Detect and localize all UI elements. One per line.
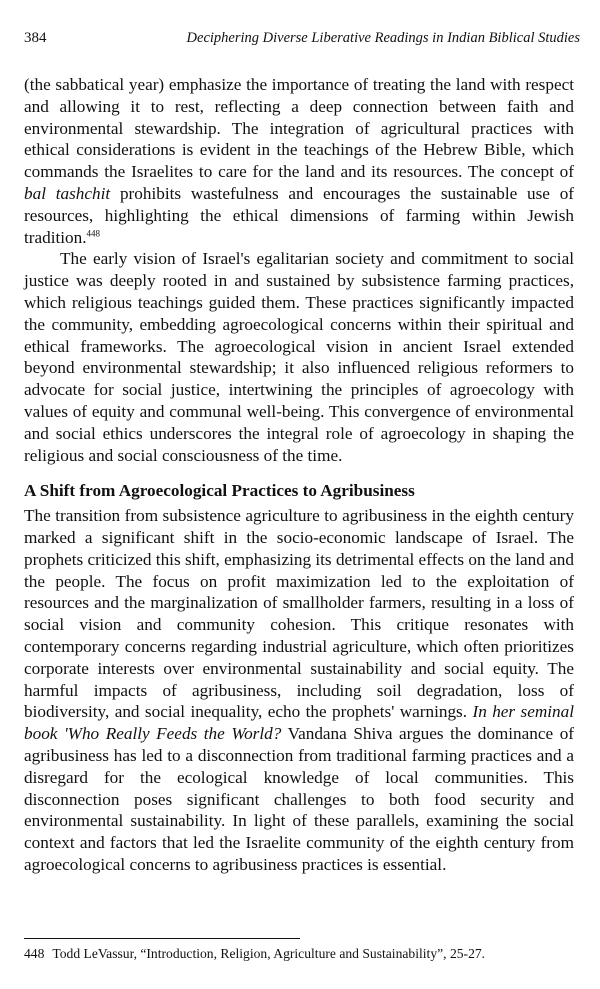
page-number: 384: [24, 30, 47, 46]
section-heading: A Shift from Agroecological Practices to Agribusiness: [24, 481, 415, 501]
footnote-number: 448: [24, 946, 45, 961]
paragraph-1-text-a: (the sabbatical year) emphasize the importance of treating the land with respect and allowing it to rest, reflecting a deep connection between faith and environmental stewardship. The integration of agricultural practices with ethical considerations is evident in the teachings of the Hebrew Bible, which commands the Israelites to care for the land and its resources. The concept of: [24, 75, 574, 182]
body-text: [24, 74, 574, 876]
paragraph-3-text-a: The transition from subsistence agriculture to agribusiness in the eighth century marked a significant shift in the socio-economic landscape of Israel. The prophets criticized this shift, emphasizing its detrimental effects on the land and the people. The focus on profit maximization led to the exploitation of resources and the marginalization of smallholder farmers, resulting in a loss of social vision and community cohesion. This critique resonates with contemporary concerns regarding industrial agriculture, which often prioritizes corporate interests over environmental sustainability and social equity. The harmful impacts of agribusiness, including soil degradation, loss of biodiversity, and social inequality, echo the prophets' warnings.: [24, 506, 574, 722]
footnote-reference[interactable]: 448: [86, 227, 101, 238]
footnote-divider: [24, 938, 300, 939]
term-bal-tashchit: bal tashchit: [24, 183, 111, 203]
running-title: Deciphering Diverse Liberative Readings in Indian Biblical Studies: [186, 30, 580, 46]
paragraph-3-text-b: Vandana Shiva argues the dominance of agribusiness has led to a disconnection from traditional farming practices and a disregard for the ecological knowledge of local communities. This disconnection poses significant challenges to both food security and environmental sustainability. In light of these parallels, examining the social context and factors that led the Israelite community of the eighth century from agroecological concerns to agribusiness practices is essential.: [24, 724, 575, 874]
paragraph-3: [24, 505, 574, 876]
footnote-text: Todd LeVassur, “Introduction, Religion, Agriculture and Sustainability”, 25-27.: [52, 946, 486, 961]
running-header: [24, 28, 580, 48]
paragraph-1: [24, 74, 574, 248]
footnote: [24, 945, 574, 963]
paragraph-1-text-b: prohibits wastefulness and encourages the sustainable use of resources, highlighting the ethical dimensions of farming within Jewish tradition.: [24, 183, 575, 247]
book-title-italic: In her seminal book 'Who Really Feeds the World?: [24, 702, 574, 744]
paragraph-2: The early vision of Israel's egalitarian society and commitment to social justice was deeply rooted in and sustained by subsistence farming practices, which religious teachings guided them. These practices significantly impacted the community, embedding agroecological concerns within their spiritual and ethical frameworks. The agroecological vision in ancient Israel extended beyond environmental stewardship; it also influenced religious reformers to advocate for social justice, intertwining the principles of agroecology with values of equity and communal well-being. This convergence of environmental and social ethics underscores the integral role of agroecology in shaping the religious and social consciousness of the time.: [24, 249, 574, 465]
